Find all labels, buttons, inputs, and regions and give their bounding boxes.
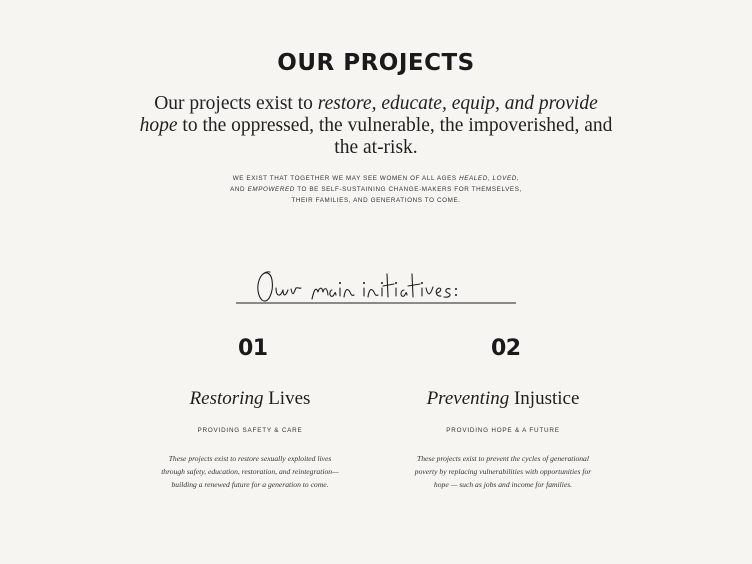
initiative-subtitle: PROVIDING HOPE & A FUTURE <box>446 427 560 434</box>
initiative-subtitle: PROVIDING SAFETY & CARE <box>197 427 303 434</box>
initiative-title-italic: Restoring <box>189 388 264 409</box>
initiative-number: 01 <box>238 336 268 361</box>
intro-emphasis: restore, educate, equip, and provide hope <box>139 93 598 136</box>
intro-statement <box>138 93 614 159</box>
mission-emphasis-1: HEALED, LOVED, <box>459 175 520 182</box>
initiative-title <box>403 388 603 410</box>
initiatives-script-heading <box>236 262 516 308</box>
initiative-title-italic: Preventing <box>426 388 510 409</box>
initiative-title-rest: Injustice <box>509 388 580 409</box>
intro-text-start: Our projects exist to <box>154 93 318 114</box>
script-lettering <box>236 262 516 308</box>
intro-text-end: to the oppressed, the vulnerable, the impoverished, and the at-risk. <box>177 115 613 158</box>
mission-text-2: AND <box>230 186 248 193</box>
mission-text-3: TO BE SELF-SUSTAINING CHANGE-MAKERS FOR THEMSELVES, THEIR FAMILIES, AND GENERATIONS TO COME. <box>291 186 522 204</box>
mission-emphasis-2: EMPOWERED <box>247 186 295 193</box>
initiative-title <box>150 388 350 410</box>
page-title: OUR PROJECTS <box>277 50 475 76</box>
initiative-description: These projects exist to restore sexually exploited lives through safety, education, restoration, and reintegration— building a renewed future for a generation to come. <box>161 454 339 489</box>
mission-text-1: WE EXIST THAT TOGETHER WE MAY SEE WOMEN OF ALL AGES <box>232 175 460 182</box>
initiative-number: 02 <box>491 336 521 361</box>
initiative-title-rest: Lives <box>263 388 311 409</box>
mission-statement <box>226 173 526 206</box>
initiative-description: These projects exist to prevent the cycles of generational poverty by replacing vulnerabilities with opportunities for hope — such as jobs and income for families. <box>414 454 592 489</box>
